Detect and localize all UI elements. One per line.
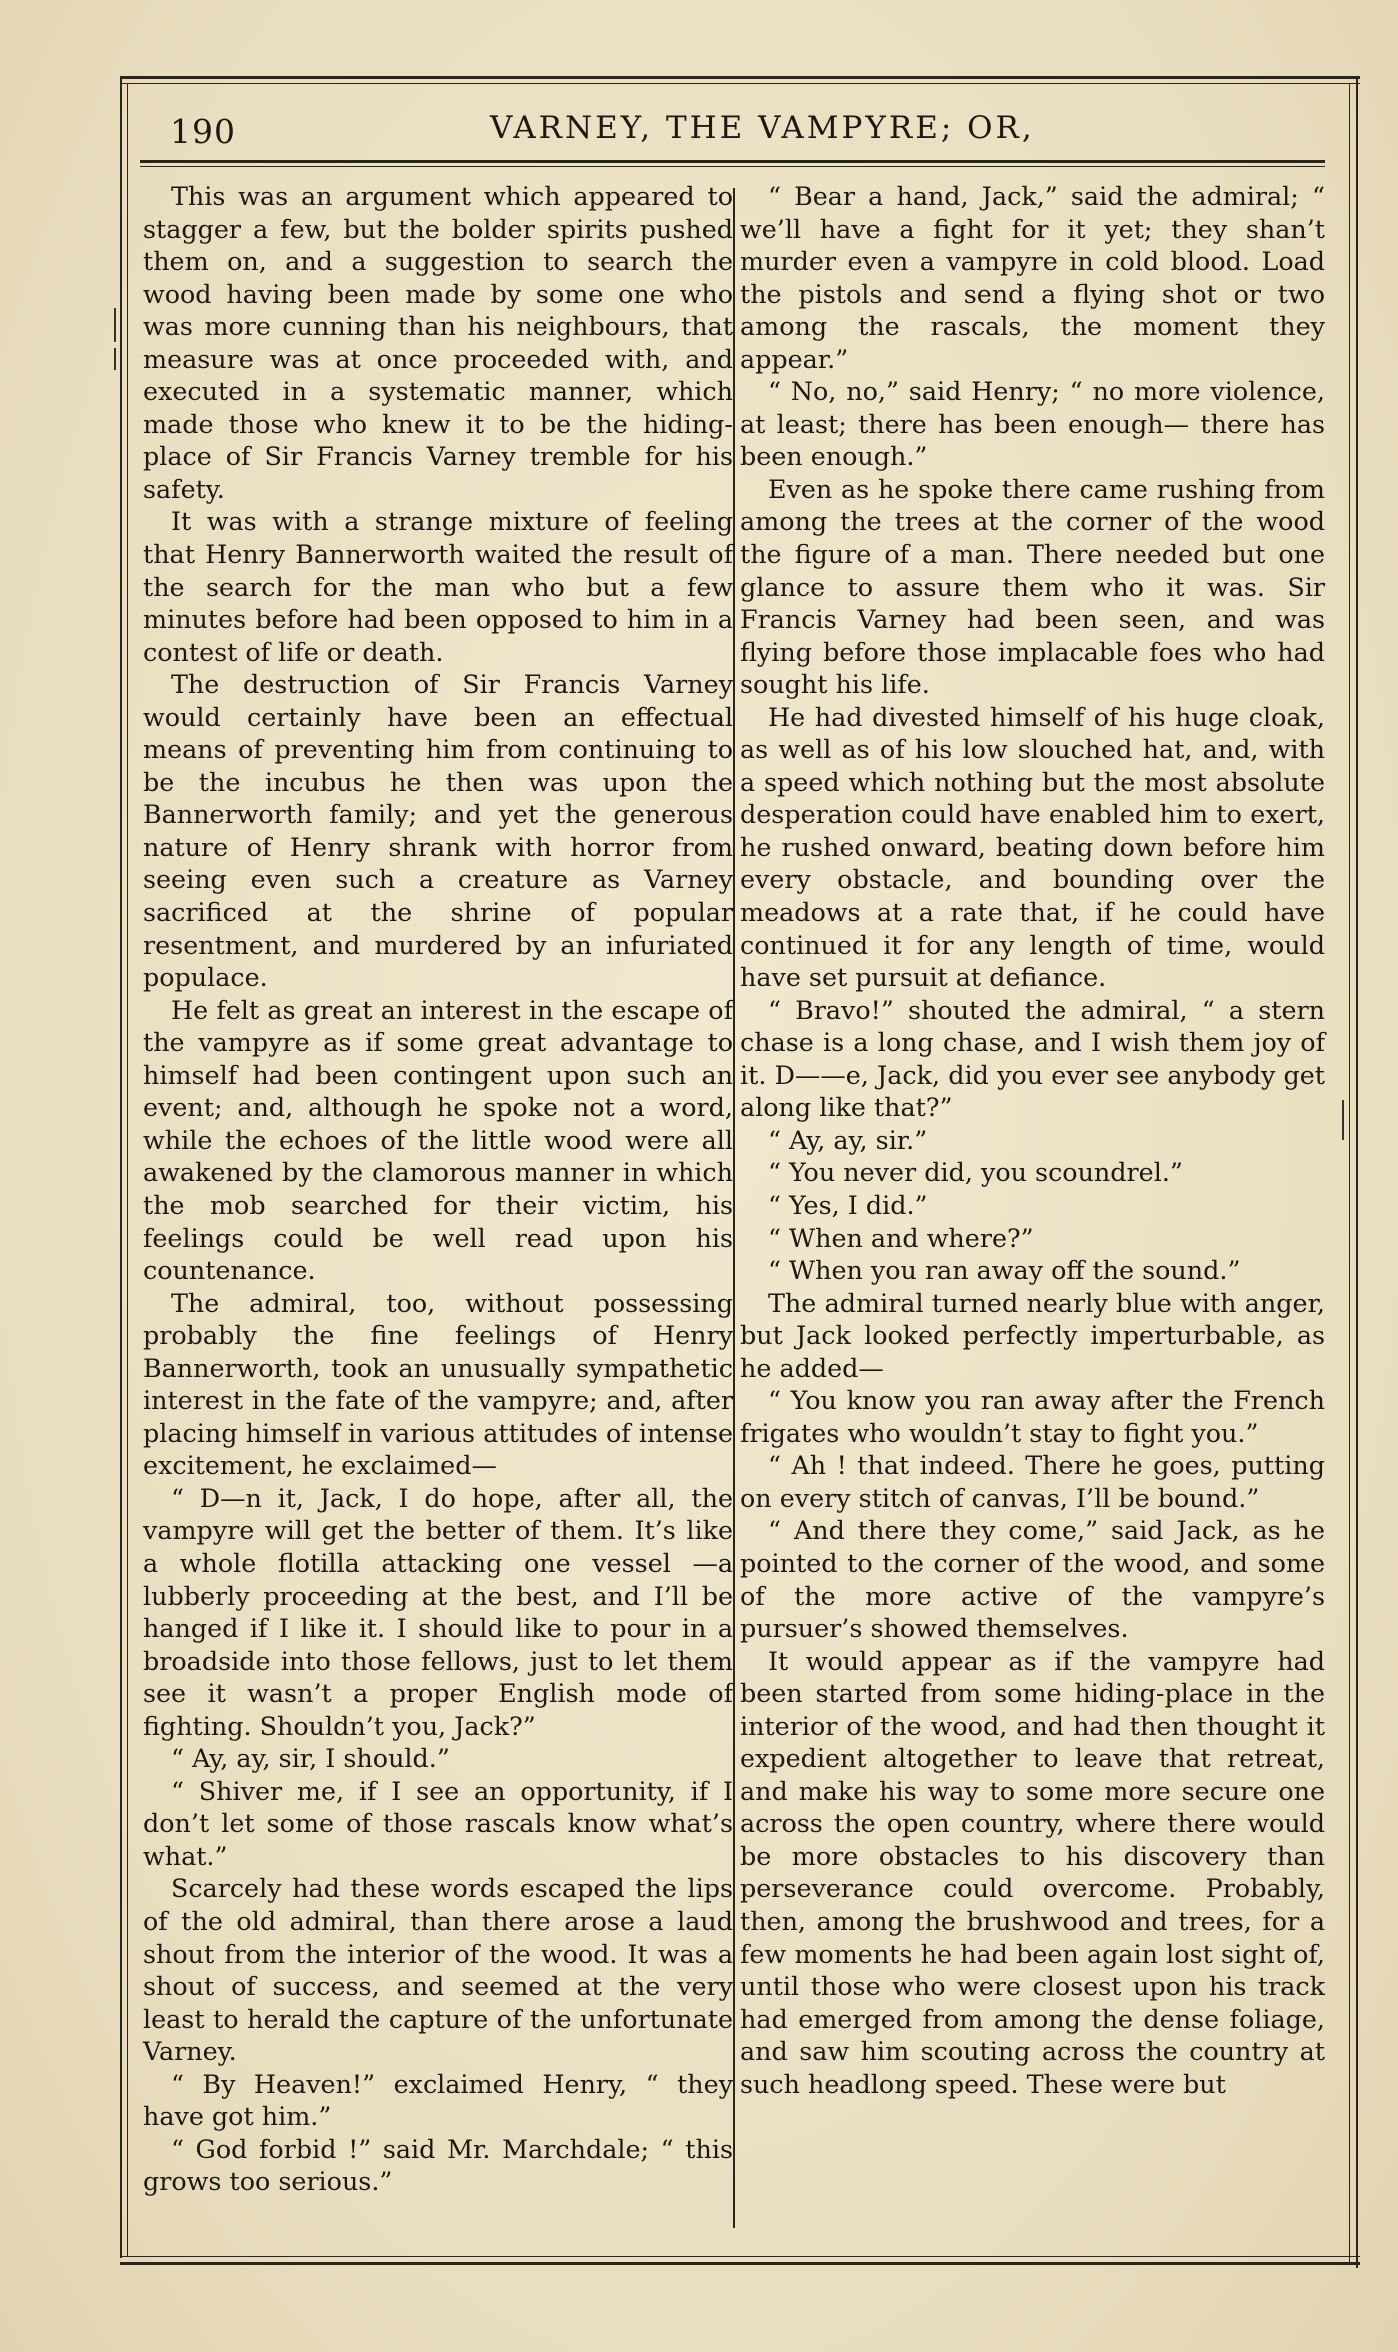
paragraph: It would appear as if the vampyre had been started from some hiding-place in the interior of the wood, and had then thought it expedient altogether to leave that retreat, and make his way to some more secure one across the open country, where there would be more obstacles to his discovery than perseverance could overcome. Probably, then, among the brushwood and trees, for a few moments he had been again lost sight of, until those who were closest upon his track had emerged from among the dense foliage, and saw him scouting across the country at such headlong speed. These were but [740,1645,1325,2099]
paragraph: “ You never did, you scoundrel.” [767,1157,1183,1188]
right-column [740,180,1325,2100]
running-title: VARNEY, THE VAMPYRE; OR, [490,110,1035,146]
header-rule-thin [140,166,1325,167]
paragraph: “ Bravo!” shouted the admiral, “ a stern chase is a long chase, and I wish them joy of it. D——e, Jack, did you ever see anybody get along like that?” [740,994,1325,1123]
margin-mark [114,348,116,370]
paragraph: It was with a strange mixture of feeling that Henry Bannerworth waited the result of the search for the man who but a few minutes before had been opposed to him in a contest of life or death. [143,506,733,667]
right-border-outer [1356,78,1358,2268]
left-border-outer [120,78,122,2258]
right-border-inner [1349,84,1350,2264]
left-border-inner [127,84,128,2256]
paragraph: Even as he spoke there came rushing from among the trees at the corner of the wood the figure of a man. There needed but one glance to assure them who it was. Sir Francis Varney had been seen, and was flying before those implacable foes who had sought his life. [740,473,1325,700]
margin-mark [114,308,116,342]
paragraph: “ When and where?” [767,1222,1034,1253]
paragraph: “ No, no,” said Henry; “ no more violence, at least; there has been enough— there has been enough.” [740,376,1325,472]
bottom-rule-inner [120,2256,1360,2257]
paragraph: He had divested himself of his huge cloak, as well as of his low slouched hat, and, with a speed which nothing but the most absolute desperation could have enabled him to exert, he rushed onward, beating down before him every obstacle, and bounding over the meadows at a rate that, if he could have continued it for any length of time, would have set pursuit at defiance. [740,701,1325,993]
paragraph: “ And there they come,” said Jack, as he pointed to the corner of the wood, and some of the more active of the vampyre’s pursuer’s showed themselves. [740,1515,1325,1644]
header-rule [140,160,1325,163]
paragraph: “ God forbid !” said Mr. Marchdale; “ this grows too serious.” [143,2133,733,2197]
bottom-rule-outer [120,2262,1360,2265]
paragraph: “ You know you ran away after the French frigates who wouldn’t stay to fight you.” [740,1385,1325,1448]
margin-mark [1342,1100,1344,1140]
paragraph: “ By Heaven!” exclaimed Henry, “ they have got him.” [143,2068,733,2132]
page-number: 190 [170,112,236,151]
paragraph: He felt as great an interest in the escape of the vampyre as if some great advantage to himself had been contingent upon such an event; and, although he spoke not a word, while the echoes of the little wood were all awakened by the clamorous manner in which the mob searched for their victim, his feelings could be well read upon his countenance. [143,994,733,1286]
top-rule-inner [120,83,1360,84]
paragraph: The admiral turned nearly blue with anger, but Jack looked perfectly imperturbable, as he added— [740,1287,1325,1383]
paragraph: “ Bear a hand, Jack,” said the admiral; “ we’ll have a fight for it yet; they shan’t murder even a vampyre in cold blood. Load the pistols and send a flying shot or two among the rascals, the moment they appear.” [740,181,1325,374]
paragraph: “ D—n it, Jack, I do hope, after all, the vampyre will get the better of them. It’s like a whole flotilla attacking one vessel —a lubberly proceeding at the best, and I’ll be hanged if I like it. I should like to pour in a broadside into those fellows, just to let them see it wasn’t a proper English mode of fighting. Shouldn’t you, Jack?” [143,1482,733,1741]
paragraph: “ When you ran away off the sound.” [767,1255,1241,1286]
left-column [143,180,733,2198]
paragraph: “ Ay, ay, sir, I should.” [170,1743,450,1774]
paragraph: The destruction of Sir Francis Varney would certainly have been an effectual means of preventing him from continuing to be the incubus he then was upon the Bannerworth family; and yet the generous nature of Henry shrank with horror from seeing even such a creature as Varney sacrificed at the shrine of popular resentment, and murdered by an infuriated populace. [143,669,733,993]
top-rule-outer [120,76,1360,79]
paragraph: Scarcely had these words escaped the lips of the old admiral, than there arose a laud shout from the interior of the wood. It was a shout of success, and seemed at the very least to herald the capture of the unfortunate Varney. [143,1873,733,2067]
column-divider [733,188,735,2228]
paragraph: “ Ah ! that indeed. There he goes, putting on every stitch of canvas, I’ll be bound.” [740,1450,1325,1513]
paragraph: This was an argument which appeared to stagger a few, but the bolder spirits pushed them on, and a suggestion to search the wood having been made by some one who was more cunning than his neighbours, that measure was at once proceeded with, and executed in a systematic manner, which made those who knew it to be the hiding-place of Sir Francis Varney tremble for his safety. [143,181,733,504]
paragraph: “ Ay, ay, sir.” [767,1124,928,1155]
paragraph: “ Shiver me, if I see an opportunity, if I don’t let some of those rascals know what’s what.” [143,1775,733,1871]
paragraph: “ Yes, I did.” [767,1189,928,1220]
paragraph: The admiral, too, without possessing probably the fine feelings of Henry Bannerworth, took an unusually sympathetic interest in the fate of the vampyre; and, after placing himself in various attitudes of intense excitement, he exclaimed— [143,1287,733,1481]
